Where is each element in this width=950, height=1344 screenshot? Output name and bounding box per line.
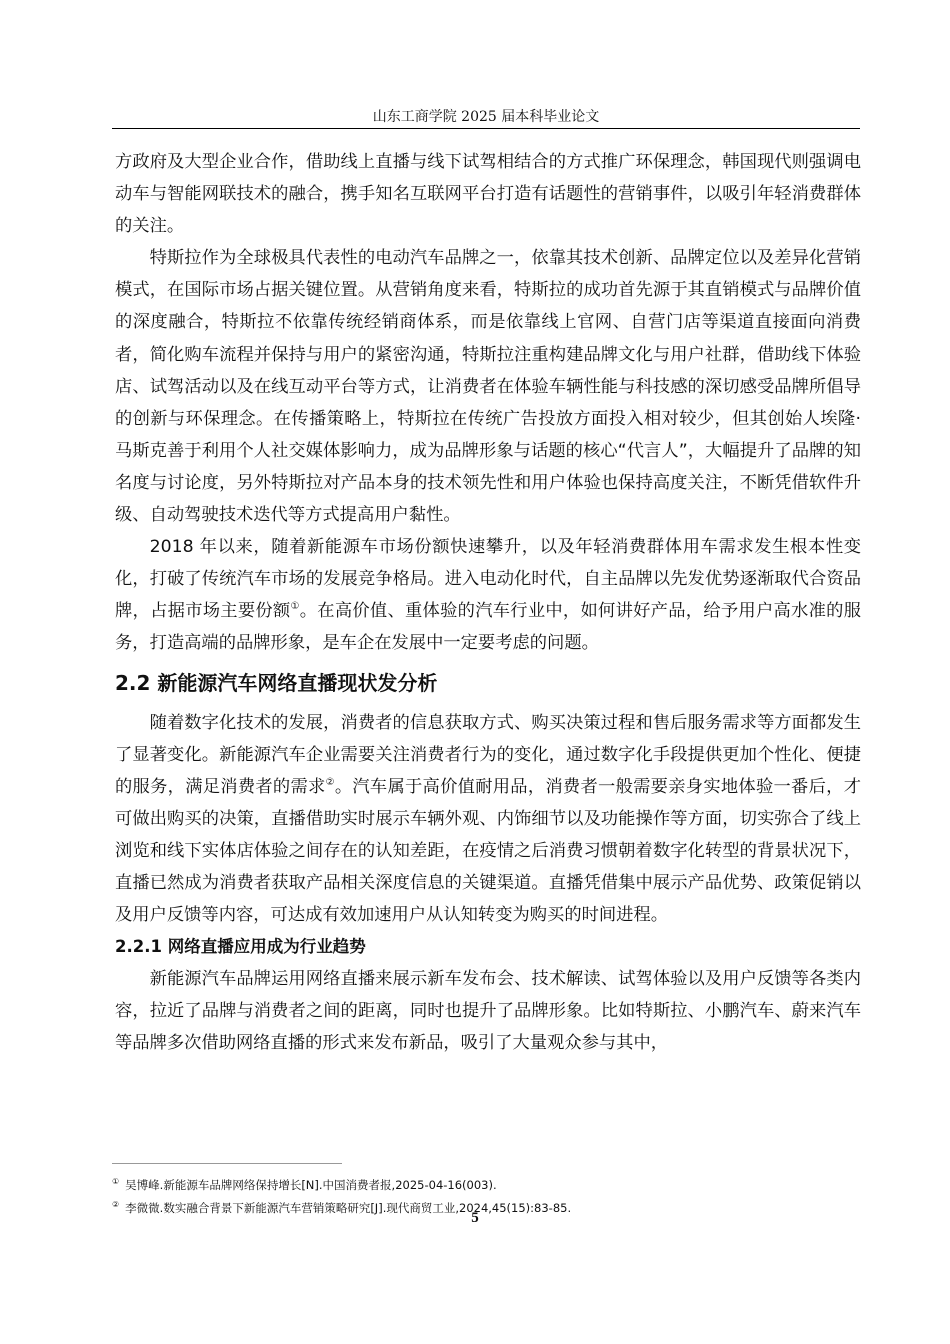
footnote-mark: ②	[112, 1199, 120, 1209]
paragraph-tesla: 特斯拉作为全球极具代表性的电动汽车品牌之一，依靠其技术创新、品牌定位以及差异化营销模式，在国际市场占据关键位置。从营销角度来看，特斯拉的成功首先源于其直销模式与品牌价值的深度融合，特斯拉不依靠传统经销商体系，而是依靠线上官网、自营门店等渠道直接面向消费者，简化购车流程并保持与用户的紧密沟通，特斯拉注重构建品牌文化与用户社群，借助线下体验店、试驾活动以及在线互动平台等方式，让消费者在体验车辆性能与科技感的深切感受品牌所倡导的创新与环保理念。在传播策略上，特斯拉在传统广告投放方面投入相对较少，但其创始人埃隆·马斯克善于利用个人社交媒体影响力，成为品牌形象与话题的核心“代言人”，大幅提升了品牌的知名度与讨论度，另外特斯拉对产品本身的技术领先性和用户体验也保持高度关注，不断凭借软件升级、自动驾驶技术迭代等方式提高用户黏性。	[115, 248, 861, 526]
paragraph-text: 。在高价值、重体验的汽车行业中，如何讲好产品，给予用户高水准的服务，打造高端的品牌形象，是车企在发展中一定要考虑的问题。	[115, 601, 861, 654]
footnote-text: 李微微.数实融合背景下新能源汽车营销策略研究[J].现代商贸工业,2024,45(15):83-85.	[125, 1200, 572, 1215]
paragraph-live-streaming: 新能源汽车品牌运用网络直播来展示新车发布会、技术解读、试驾体验以及用户反馈等各类内容，拉近了品牌与消费者之间的距离，同时也提升了品牌形象。比如特斯拉、小鹏汽车、蔚来汽车等品牌多次借助网络直播的形式来发布新品，吸引了大量观众参与其中，	[115, 969, 861, 1054]
header-rule	[112, 128, 860, 129]
footnote-rule	[112, 1163, 342, 1164]
footnote-1	[112, 1172, 860, 1195]
running-header: 山东工商学院 2025 届本科毕业论文	[372, 109, 600, 125]
footnote-mark: ①	[112, 1177, 120, 1186]
footnote-text: 吴博峰.新能源车品牌网络保持增长[N].中国消费者报,2025-04-16(003).	[125, 1177, 497, 1192]
footnote-reference-2: ②	[325, 776, 335, 788]
paragraph-text: 随着数字化技术的发展，消费者的信息获取方式、购买决策过程和售后服务需求等方面都发生了显著变化。新能源汽车企业需要关注消费者行为的变化，通过数字化手段提供更加个性化、便捷的服务，满足消费者的需求	[115, 712, 861, 797]
footnote-reference-1: ①	[290, 601, 300, 613]
paragraph-text: 。汽车属于高价值耐用品，消费者一般需要亲身实地体验一番后，才可做出购买的决策，直播借助实时展示车辆外观、内饰细节以及功能操作等方面，切实弥合了线上浏览和线下实体店体验之间存在的认知差距，在疫情之后消费习惯朝着数字化转型的背景状况下，直播已然成为消费者获取产品相关深度信息的关键渠道。直播凭借集中展示产品优势、政策促销以及用户反馈等内容，可达成有效加速用户从认知转变为购买的时间进程。	[115, 776, 861, 926]
page-number: 5	[471, 1210, 479, 1226]
section-heading-2-2: 2.2 新能源汽车网络直播现状发分析	[115, 670, 438, 695]
paragraph-continued: 方政府及大型企业合作，借助线上直播与线下试驾相结合的方式推广环保理念，韩国现代则强调电动车与智能网联技术的融合，携手知名互联网平台打造有话题性的营销事件，以吸引年轻消费群体的关注。	[115, 152, 861, 237]
paragraph-text: 2018 年以来，随着新能源车市场份额快速攀升，以及年轻消费群体用车需求发生根本性变化，打破了传统汽车市场的发展竞争格局。进入电动化时代，自主品牌以先发优势逐渐取代合资品牌，占据市场主要份额	[115, 537, 861, 622]
subsection-heading-2-2-1: 2.2.1 网络直播应用成为行业趋势	[115, 937, 366, 957]
paragraph-digitalization	[115, 707, 861, 932]
paragraph-market-share	[115, 531, 861, 659]
body-text	[115, 146, 861, 1059]
